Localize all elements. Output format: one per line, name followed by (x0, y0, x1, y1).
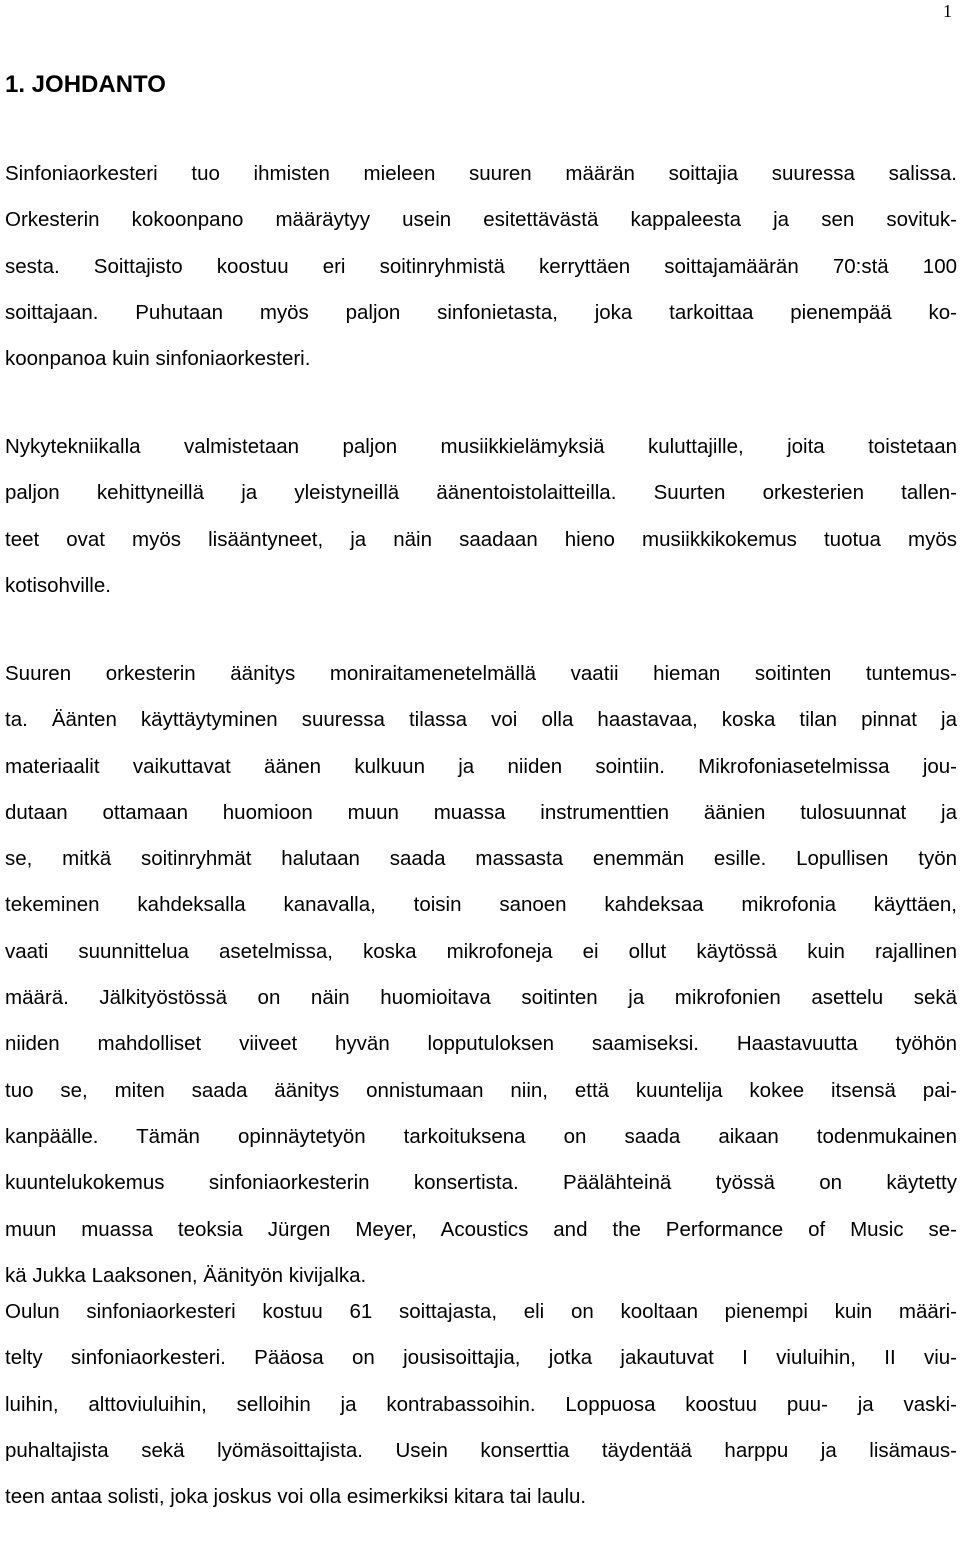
text-line: ta. Äänten käyttäytyminen suuressa tilassa voi olla haastavaa, koska tilan pinnat ja (5, 708, 957, 732)
text-line: teen antaa solisti, joka joskus voi olla esimerkiksi kitara tai laulu. (5, 1485, 587, 1509)
text-line: kuuntelukokemus sinfoniaorkesterin konsertista. Päälähteinä työssä on käytetty (5, 1171, 957, 1195)
text-line: määrä. Jälkityöstössä on näin huomioitava soitinten ja mikrofonien asettelu sekä (5, 986, 957, 1010)
paragraph-multitrack-recording (5, 651, 957, 1299)
text-line: muun muassa teoksia Jürgen Meyer, Acoustics and the Performance of Music se- (5, 1217, 957, 1241)
text-line: vaati suunnittelua asetelmissa, koska mikrofoneja ei ollut käytössä kuin rajallinen (5, 939, 957, 963)
text-line: sesta. Soittajisto koostuu eri soitinryhmistä kerryttäen soittajamäärän 70:stä 100 (5, 254, 957, 278)
text-line: dutaan ottamaan huomioon muun muassa instrumenttien äänien tulosuunnat ja (5, 800, 957, 824)
paragraph-recordings (5, 424, 957, 609)
text-line: telty sinfoniaorkesteri. Pääosa on jousisoittajia, jotka jakautuvat I viuluihin, II viu- (5, 1346, 957, 1370)
text-line: Sinfoniaorkesteri tuo ihmisten mieleen suuren määrän soittajia suuressa salissa. (5, 162, 957, 185)
text-line: Oulun sinfoniaorkesteri kostuu 61 soittajasta, eli on kooltaan pienempi kuin määri- (5, 1300, 957, 1323)
text-line: tuo se, miten saada äänitys onnistumaan niin, että kuuntelija kokee itsensä pai- (5, 1078, 957, 1102)
chapter-heading: 1. JOHDANTO (5, 71, 166, 98)
text-line: kä Jukka Laaksonen, Äänityön kivijalka. (5, 1263, 367, 1287)
text-line: Suuren orkesterin äänitys moniraitamenetelmällä vaatii hieman soitinten tuntemus- (5, 662, 957, 685)
text-line: Nykytekniikalla valmistetaan paljon musiikkielämyksiä kuluttajille, joita toistetaan (5, 435, 957, 458)
text-line: teet ovat myös lisääntyneet, ja näin saadaan hieno musiikkikokemus tuotua myös (5, 527, 957, 551)
text-line: puhaltajista sekä lyömäsoittajista. Usein konserttia täydentää harppu ja lisämaus- (5, 1438, 957, 1462)
text-line: Orkesterin kokoonpano määräytyy usein esitettävästä kappaleesta ja sen sovituk- (5, 208, 957, 232)
text-line: materiaalit vaikuttavat äänen kulkuun ja niiden sointiin. Mikrofoniasetelmissa jou- (5, 754, 957, 778)
paragraph-orchestra-intro (5, 151, 957, 382)
text-line: tekeminen kahdeksalla kanavalla, toisin sanoen kahdeksaa mikrofonia käyttäen, (5, 893, 957, 917)
text-line: kanpäälle. Tämän opinnäytetyön tarkoituksena on saada aikaan todenmukainen (5, 1124, 957, 1148)
text-line: se, mitkä soitinryhmät halutaan saada massasta enemmän esille. Lopullisen työn (5, 847, 957, 871)
page-number: 1 (943, 1, 952, 21)
text-line: paljon kehittyneillä ja yleistyneillä äänentoistolaitteilla. Suurten orkesterien tallen- (5, 481, 957, 505)
text-line: luihin, alttoviuluihin, selloihin ja kontrabassoihin. Loppuosa koostuu puu- ja vaski- (5, 1392, 957, 1416)
paragraph-oulu-orchestra (5, 1289, 957, 1520)
text-line: kotisohville. (5, 573, 111, 597)
text-line: niiden mahdolliset viiveet hyvän lopputuloksen saamiseksi. Haastavuutta työhön (5, 1032, 957, 1056)
text-line: soittajaan. Puhutaan myös paljon sinfonietasta, joka tarkoittaa pienempää ko- (5, 300, 957, 324)
text-line: koonpanoa kuin sinfoniaorkesteri. (5, 347, 311, 371)
